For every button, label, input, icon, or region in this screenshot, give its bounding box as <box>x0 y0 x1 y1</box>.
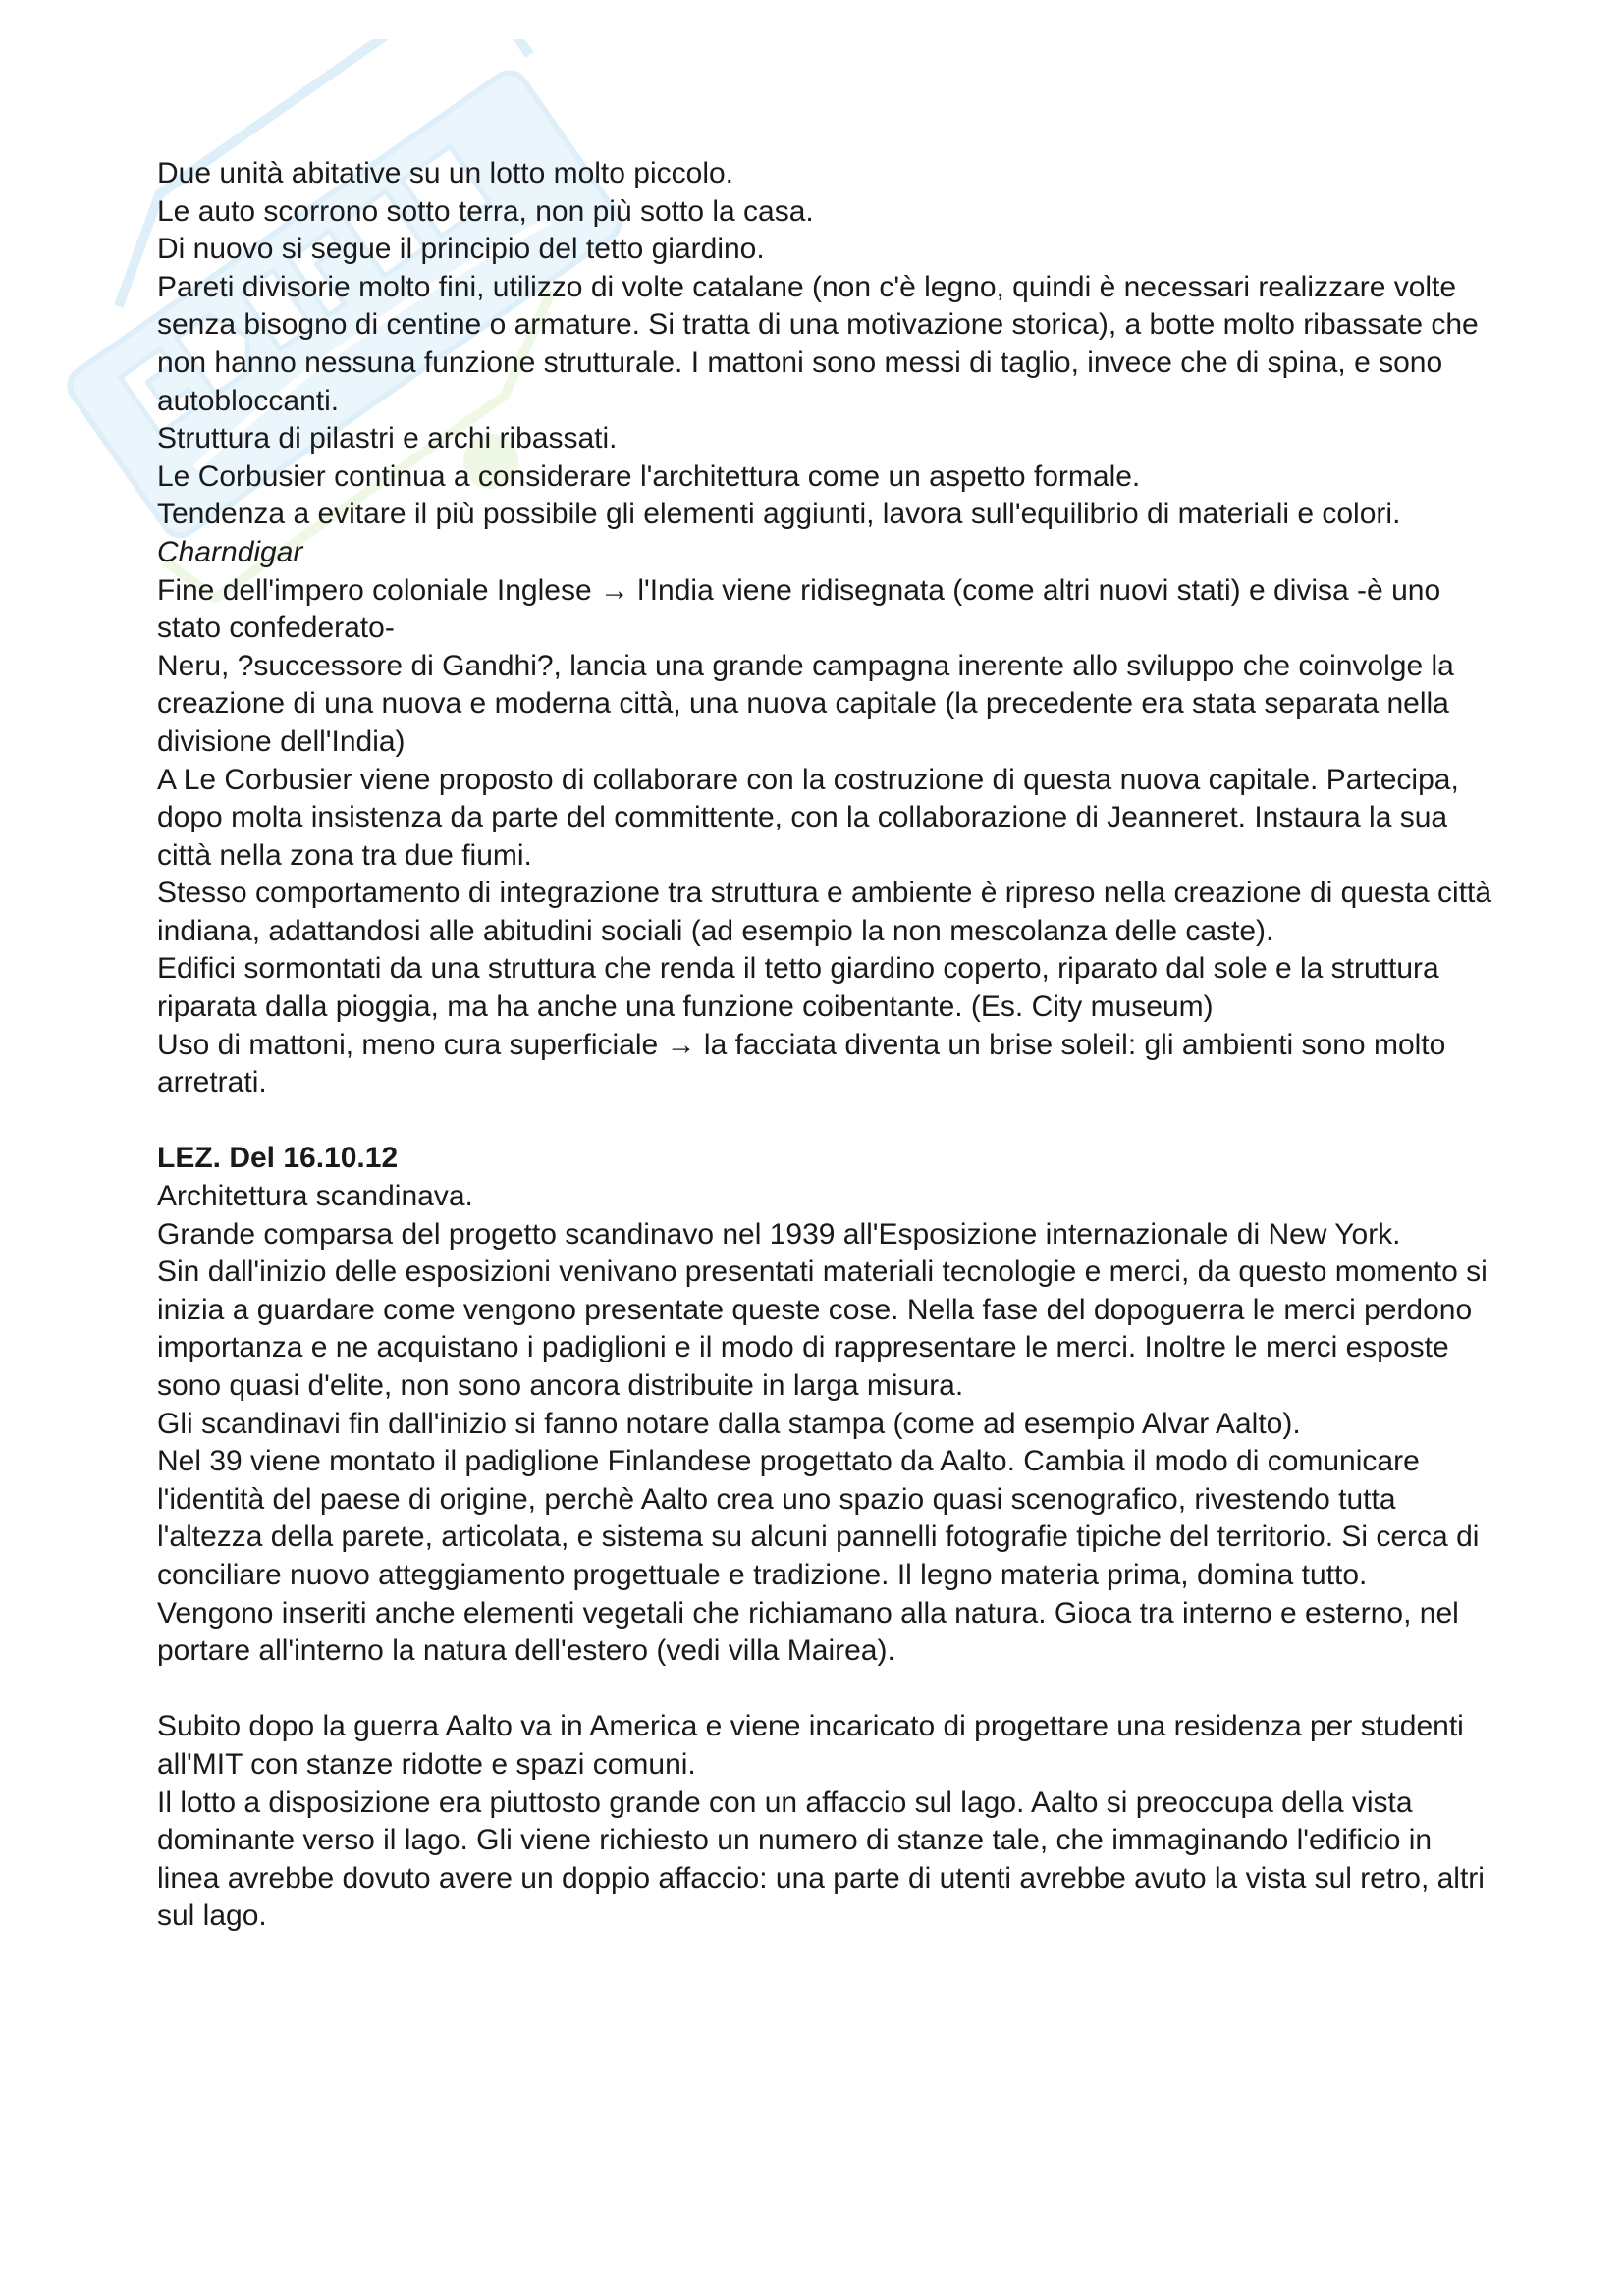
paragraph: A Le Corbusier viene proposto di collaborare con la costruzione di questa nuova capitale. Partecipa, dopo molta insistenza da parte del committente, con la collaborazione di Jeanneret. Instaura la sua città nella zona tra due fiumi. <box>157 763 1459 872</box>
paragraph: Sin dall'inizio delle esposizioni venivano presentati materiali tecnologie e merci, da questo momento si inizia a guardare come vengono presentate queste cose. Nella fase del dopoguerra le merci perdono importanza e ne acquistano i padiglioni e il modo di rappresentare le merci. Inoltre le merci esposte sono quasi d'elite, non sono ancora distribuite in larga misura. <box>157 1255 1488 1402</box>
paragraph: Vengono inseriti anche elementi vegetali che richiamano alla natura. Gioca tra interno e esterno, nel portare all'interno la natura dell'estero (vedi villa Mairea). <box>157 1596 1459 1668</box>
paragraph: Grande comparsa del progetto scandinavo nel 1939 all'Esposizione internazionale di New York. <box>157 1217 1401 1251</box>
section-lesson-16-10-12 <box>157 1140 1492 1935</box>
document-page <box>157 155 1492 1936</box>
paragraph: Due unità abitative su un lotto molto piccolo. <box>157 157 734 189</box>
paragraph: Neru, ?successore di Gandhi?, lancia una grande campagna inerente allo sviluppo che coinvolge la creazione di una nuova e moderna città, una nuova capitale (la precedente era stata separata nella divisione dell'India) <box>157 649 1454 758</box>
paragraph: Fine dell'impero coloniale Inglese → l'India viene ridisegnata (come altri nuovi stati) e divisa -è uno stato confederato- <box>157 573 1441 645</box>
paragraph: Subito dopo la guerra Aalto va in America e viene incaricato di progettare una residenza per studenti all'MIT con stanze ridotte e spazi comuni. <box>157 1710 1464 1781</box>
paragraph: Di nuovo si segue il principio del tetto giardino. <box>157 233 765 266</box>
spacer <box>157 1102 1492 1141</box>
paragraph: Le Corbusier continua a considerare l'architettura come un aspetto formale. <box>157 459 1141 493</box>
paragraph: Pareti divisorie molto fini, utilizzo di volte catalane (non c'è legno, quindi è necessari realizzare volte senza bisogno di centine o armature. Si tratta di una motivazione storica), a botte molto ribassate che non hanno nessuna funzione strutturale. I mattoni sono messi di taglio, invece che di spina, e sono autobloccanti. <box>157 270 1479 417</box>
subheading-chandigarh: Charndigar <box>157 535 303 568</box>
section-le-corbusier <box>157 155 1492 1102</box>
paragraph: Il lotto a disposizione era piuttosto grande con un affaccio sul lago. Aalto si preoccupa della vista dominante verso il lago. Gli viene richiesto un numero di stanze tale, che immaginando l'edificio in linea avrebbe dovuto avere un doppio affaccio: una parte di utenti avrebbe avuto la vista sul retro, altri sul lago. <box>157 1786 1485 1933</box>
paragraph: Gli scandinavi fin dall'inizio si fanno notare dalla stampa (come ad esempio Alvar Aalto). <box>157 1407 1301 1440</box>
paragraph: Le auto scorrono sotto terra, non più sotto la casa. <box>157 194 814 228</box>
paragraph: Struttura di pilastri e archi ribassati. <box>157 422 618 455</box>
paragraph: Edifici sormontati da una struttura che renda il tetto giardino coperto, riparato dal sole e la struttura riparata dalla pioggia, ma ha anche una funzione coibentante. (Es. City museum) <box>157 952 1439 1024</box>
paragraph: Architettura scandinava. <box>157 1180 473 1213</box>
paragraph: Tendenza a evitare il più possibile gli elementi aggiunti, lavora sull'equilibrio di materiali e colori. <box>157 498 1401 531</box>
spacer <box>157 1671 1492 1709</box>
paragraph: Stesso comportamento di integrazione tra struttura e ambiente è ripreso nella creazione di questa città indiana, adattandosi alle abitudini sociali (ad esempio la non mescolanza delle caste). <box>157 877 1492 947</box>
paragraph: Uso di mattoni, meno cura superficiale → la facciata diventa un brise soleil: gli ambienti sono molto arretrati. <box>157 1028 1446 1099</box>
lesson-heading: LEZ. Del 16.10.12 <box>157 1142 399 1175</box>
paragraph: Nel 39 viene montato il padiglione Finlandese progettato da Aalto. Cambia il modo di comunicare l'identità del paese di origine, perchè Aalto crea uno spazio quasi scenografico, rivestendo tutta l'altezza della parete, articolata, e sistema su alcuni pannelli fotografie tipiche del territorio. Si cerca di conciliare nuovo atteggiamento progettuale e tradizione. Il legno materia prima, domina tutto. <box>157 1445 1480 1591</box>
